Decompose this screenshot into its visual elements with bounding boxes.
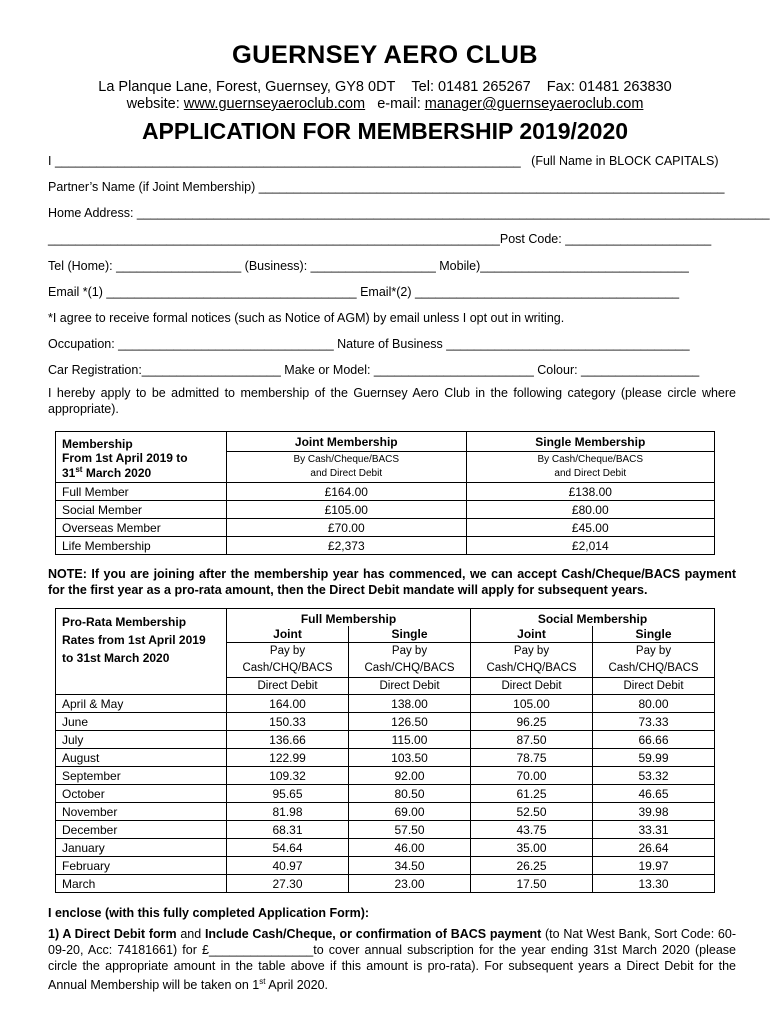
- single-payment-methods: By Cash/Cheque/BACS and Direct Debit: [466, 452, 714, 483]
- home-address-field[interactable]: Home Address: ___________________________________________________________________________________________: [48, 206, 770, 220]
- prorata-period-header: Pro-Rata Membership Rates from 1st April 2019 to 31st March 2020: [56, 609, 227, 695]
- contact-line: [0, 96, 770, 112]
- email-consent-text: *I agree to receive formal notices (such as Notice of AGM) by email unless I opt out in writing.: [48, 311, 565, 325]
- table-row: Full Member £164.00 £138.00: [56, 483, 715, 501]
- full-membership-header: Full Membership: [227, 609, 471, 627]
- form-title: APPLICATION FOR MEMBERSHIP 2019/2020: [141, 118, 629, 144]
- membership-period-header: Membership From 1st April 2019 to 31st March 2020: [56, 432, 227, 483]
- address-line: [0, 79, 770, 95]
- car-field[interactable]: Car Registration:____________________ Make or Model: _______________________ Colour: _________________: [48, 363, 700, 377]
- table-row: July 136.66 115.00 87.50 66.66: [56, 731, 715, 749]
- table-row: April & May 164.00 138.00 105.00 80.00: [56, 695, 715, 713]
- table-row: October 95.65 80.50 61.25 46.65: [56, 785, 715, 803]
- name-field[interactable]: I ___________________________________________________________________ (Full Name in BLOCK CAPITALS): [48, 154, 719, 168]
- table-row: December 68.31 57.50 43.75 33.31: [56, 821, 715, 839]
- table-row: February 40.97 34.50 26.25 19.97: [56, 857, 715, 875]
- enclose-paragraph: 1) A Direct Debit form and Include Cash/Cheque, or confirmation of BACS payment (to Nat West Bank, Sort Code: 60-09-20, Acc: 74181661) for £_______________to cover annual subscription for the year ending 31st March 2020 (please circle the appropriate amount in the table above if this amount is pro-rata). For subsequent years a Direct Debit for the Annual Membership will be taken on 1st April 2020.: [48, 927, 736, 993]
- note-label: NOTE: [48, 567, 83, 581]
- table-row: March 27.30 23.00 17.50 13.30: [56, 875, 715, 893]
- joint-payment-methods: By Cash/Cheque/BACS and Direct Debit: [227, 452, 467, 483]
- single-membership-header: Single Membership: [466, 432, 714, 452]
- table-row: September 109.32 92.00 70.00 53.32: [56, 767, 715, 785]
- social-membership-header: Social Membership: [471, 609, 715, 627]
- club-tel: Tel: 01481 265267: [411, 79, 531, 95]
- club-fax: Fax: 01481 263830: [546, 79, 672, 95]
- table-row: Life Membership £2,373 £2,014: [56, 537, 715, 555]
- prorata-rates-table: Pro-Rata Membership Rates from 1st April 2019 to 31st March 2020 Full Membership Social Membership Joint Single Joint Single Pay by Cash/CHQ/BACS Pay by Cash/CHQ/BACS Pay by Cash/CHQ/BACS Pay by Cash/CHQ/BACS Direct Debit Direct Debit Direct Debit Direct Debit April & May 164.00 138.00 105.00 80.00 June 150.33 126.50 96.25 73.33 July 136.66 115.00 87.50 66.66 August 122.99 103.50 78.75 59.99 September 109.32 92.00 70.00 53.32 October 95.65 80.50 61.25 46.65 November 81.98 69.00 52.50 39.98 December 68.31 57.50 43.75 33.31 January 54.64 46.00 35.00 26.64 February 40.97 34.50 26.25 19.97 March 27.30 23.00 17.50 13.30: [55, 608, 715, 893]
- email-link[interactable]: manager@guernseyaeroclub.com: [424, 96, 644, 112]
- club-title: GUERNSEY AERO CLUB: [232, 41, 538, 69]
- enclose-heading: I enclose (with this fully completed Application Form):: [48, 906, 370, 920]
- table-row: November 81.98 69.00 52.50 39.98: [56, 803, 715, 821]
- postcode-field[interactable]: _________________________________________________________________Post Code: _____________________: [48, 232, 712, 246]
- membership-fees-table: [55, 431, 715, 555]
- application-statement: I hereby apply to be admitted to membership of the Guernsey Aero Club in the following category (please circle where appropriate).: [48, 386, 736, 416]
- table-row: January 54.64 46.00 35.00 26.64: [56, 839, 715, 857]
- joint-membership-header: Joint Membership: [227, 432, 467, 452]
- phone-fields[interactable]: Tel (Home): __________________ (Business): __________________ Mobile)______________________________: [48, 259, 689, 273]
- table-row: June 150.33 126.50 96.25 73.33: [56, 713, 715, 731]
- table-row: August 122.99 103.50 78.75 59.99: [56, 749, 715, 767]
- table-row: Social Member £105.00 £80.00: [56, 501, 715, 519]
- club-address: La Planque Lane, Forest, Guernsey, GY8 0DT: [98, 79, 396, 95]
- website-link[interactable]: www.guernseyaeroclub.com: [183, 96, 366, 112]
- website-label: website:: [126, 96, 180, 112]
- note-paragraph: NOTE: If you are joining after the membership year has commenced, we can accept Cash/Cheque/BACS payment for the first year as a pro-rata amount, then the Direct Debit mandate will apply for subsequent years.: [48, 567, 736, 597]
- email-label: e-mail:: [377, 96, 421, 112]
- partner-name-field[interactable]: Partner’s Name (if Joint Membership) ___________________________________________________________________: [48, 180, 725, 194]
- occupation-field[interactable]: Occupation: _______________________________ Nature of Business ___________________________________: [48, 337, 690, 351]
- table-row: Overseas Member £70.00 £45.00: [56, 519, 715, 537]
- email-fields[interactable]: Email *(1) ____________________________________ Email*(2) ______________________________________: [48, 285, 680, 299]
